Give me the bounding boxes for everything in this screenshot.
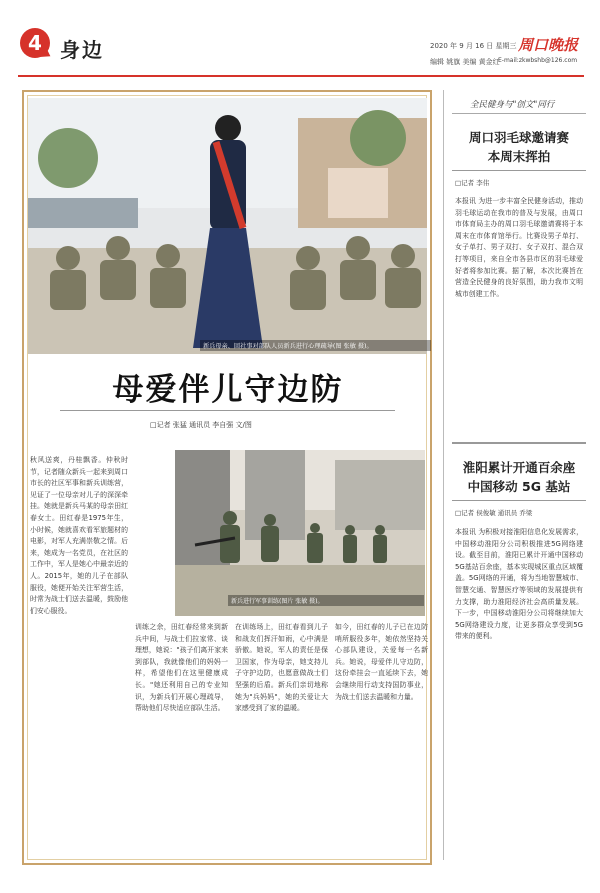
page-number-badge: 4 xyxy=(20,28,50,58)
issue-editor: 编辑 姚旗 美编 黄金红 xyxy=(430,58,500,66)
5g-byline: □记者 侯俊敏 通讯员 乔梁 xyxy=(455,509,533,517)
badminton-headline-line2: 本周末挥拍 xyxy=(487,149,551,164)
training-photo-caption: 新兵进行军事训练(图片 张敏 摄)。 xyxy=(228,595,424,606)
contact-email: E-mail:zkwbshb@126.com xyxy=(498,57,578,64)
5g-story-top-rule xyxy=(452,442,586,444)
newspaper-logo: 周口晚报 xyxy=(518,36,579,54)
masthead-rule xyxy=(18,75,584,77)
5g-headline-rule xyxy=(452,500,586,501)
5g-article-text: 本报讯 为积极对接淮阳信息化发展需求，中国移动淮阳分公司积极推进5G网络建设。截至目前，淮阳已累计开通中国移动5G基站百余座，基本实现城区重点区域覆盖。5G网络的开通，将为当地智慧城市、智慧交通、智慧医疗等领域的发展提供有力支撑，助力淮阳经济社会高质量发展。下一步，中国移动淮阳分公司将继续加大5G网络建设力度，让更多群众享受到5G带来的便利。 xyxy=(455,528,583,641)
training-photo xyxy=(175,450,425,616)
badminton-headline-line1: 周口羽毛球邀请赛 xyxy=(468,130,569,145)
training-photo-illustration xyxy=(175,450,425,616)
5g-headline-line1: 淮阳累计开通百余座 xyxy=(462,460,576,475)
5g-headline-line2: 中国移动 5G 基站 xyxy=(467,479,571,494)
sidebar-kicker-rule xyxy=(452,113,586,114)
main-headline: 母爱伴儿守边防 xyxy=(112,372,344,408)
issue-date: 2020 年 9 月 16 日 星期三 xyxy=(430,42,517,50)
section-title: 身边 xyxy=(60,38,104,62)
article-column-4: 如今，田红春的儿子已在边防哨所服役多年，她依然坚持关心部队建设，关爱每一名新兵。她说，母爱伴儿守边防，这份牵挂会一直延续下去，她会继续用行动支持国防事业，为战士们送去温暖和力量。 xyxy=(335,623,428,701)
sidebar-kicker: 全民健身与"创文"同行 xyxy=(470,100,555,110)
headline-rule xyxy=(60,410,395,411)
main-byline: □记者 张猛 通讯员 李自强 文/图 xyxy=(150,421,252,429)
main-photo xyxy=(28,98,427,354)
badminton-article-text: 本报讯 为进一步丰富全民健身活动，推动羽毛球运动在我市的普及与发展，由周口市体育局主办的周口羽毛球邀请赛将于本周末在市体育馆举行。比赛设男子单打、女子单打、男子双打、女子双打、混合双打等项目，来自全市各县市区的羽毛球爱好者将参加比赛。据了解，本次比赛旨在营造全民健身的良好氛围，助力我市文明城市创建工作。 xyxy=(455,197,583,298)
article-column-2: 训练之余，田红春经常来到新兵中间，与战士们拉家常、谈理想，她说："孩子们离开家来到部队，我就像他们的妈妈一样，希望他们在这里健康成长。"她还利用自己的专业知识，为新兵们开展心理疏导，帮助他们尽快适应部队生活。 xyxy=(135,623,228,713)
badminton-headline-rule xyxy=(452,170,586,171)
article-column-1: 秋风送爽，丹桂飘香。仲秋时节，记者随众新兵一起来到周口市长的社区军事和新兵训练营，见证了一位母亲对儿子的深深牵挂。她就是新兵马某的母亲田红春女士。田红春是1975年生，小时候，她就喜欢看军旅题材的电影，对军人充满崇敬之情。后来，她成为一名党员，在社区的工作中，军人是她心中最亲近的人。2015年，她的儿子在部队服役，她便开始关注军营生活，时常为战士们送去温暖，鼓励他们安心服役。 xyxy=(30,456,128,615)
main-photo-caption: 新兵母亲、回社事对部队人员新兵进行心理疏导(图 张敏 摄)。 xyxy=(200,340,431,351)
badminton-byline: □记者 李伟 xyxy=(455,179,490,187)
sidebar-divider xyxy=(443,90,444,860)
main-photo-illustration xyxy=(28,98,427,354)
article-column-3: 在训练场上，田红春看到儿子和战友们挥汗如雨，心中满是骄傲。她说，军人的责任是保卫国家，作为母亲，她支持儿子守护边防，也愿意做战士们坚强的后盾。新兵们亲切地称她为"兵妈妈"，她的关爱让大家感受到了家的温暖。 xyxy=(235,623,328,713)
